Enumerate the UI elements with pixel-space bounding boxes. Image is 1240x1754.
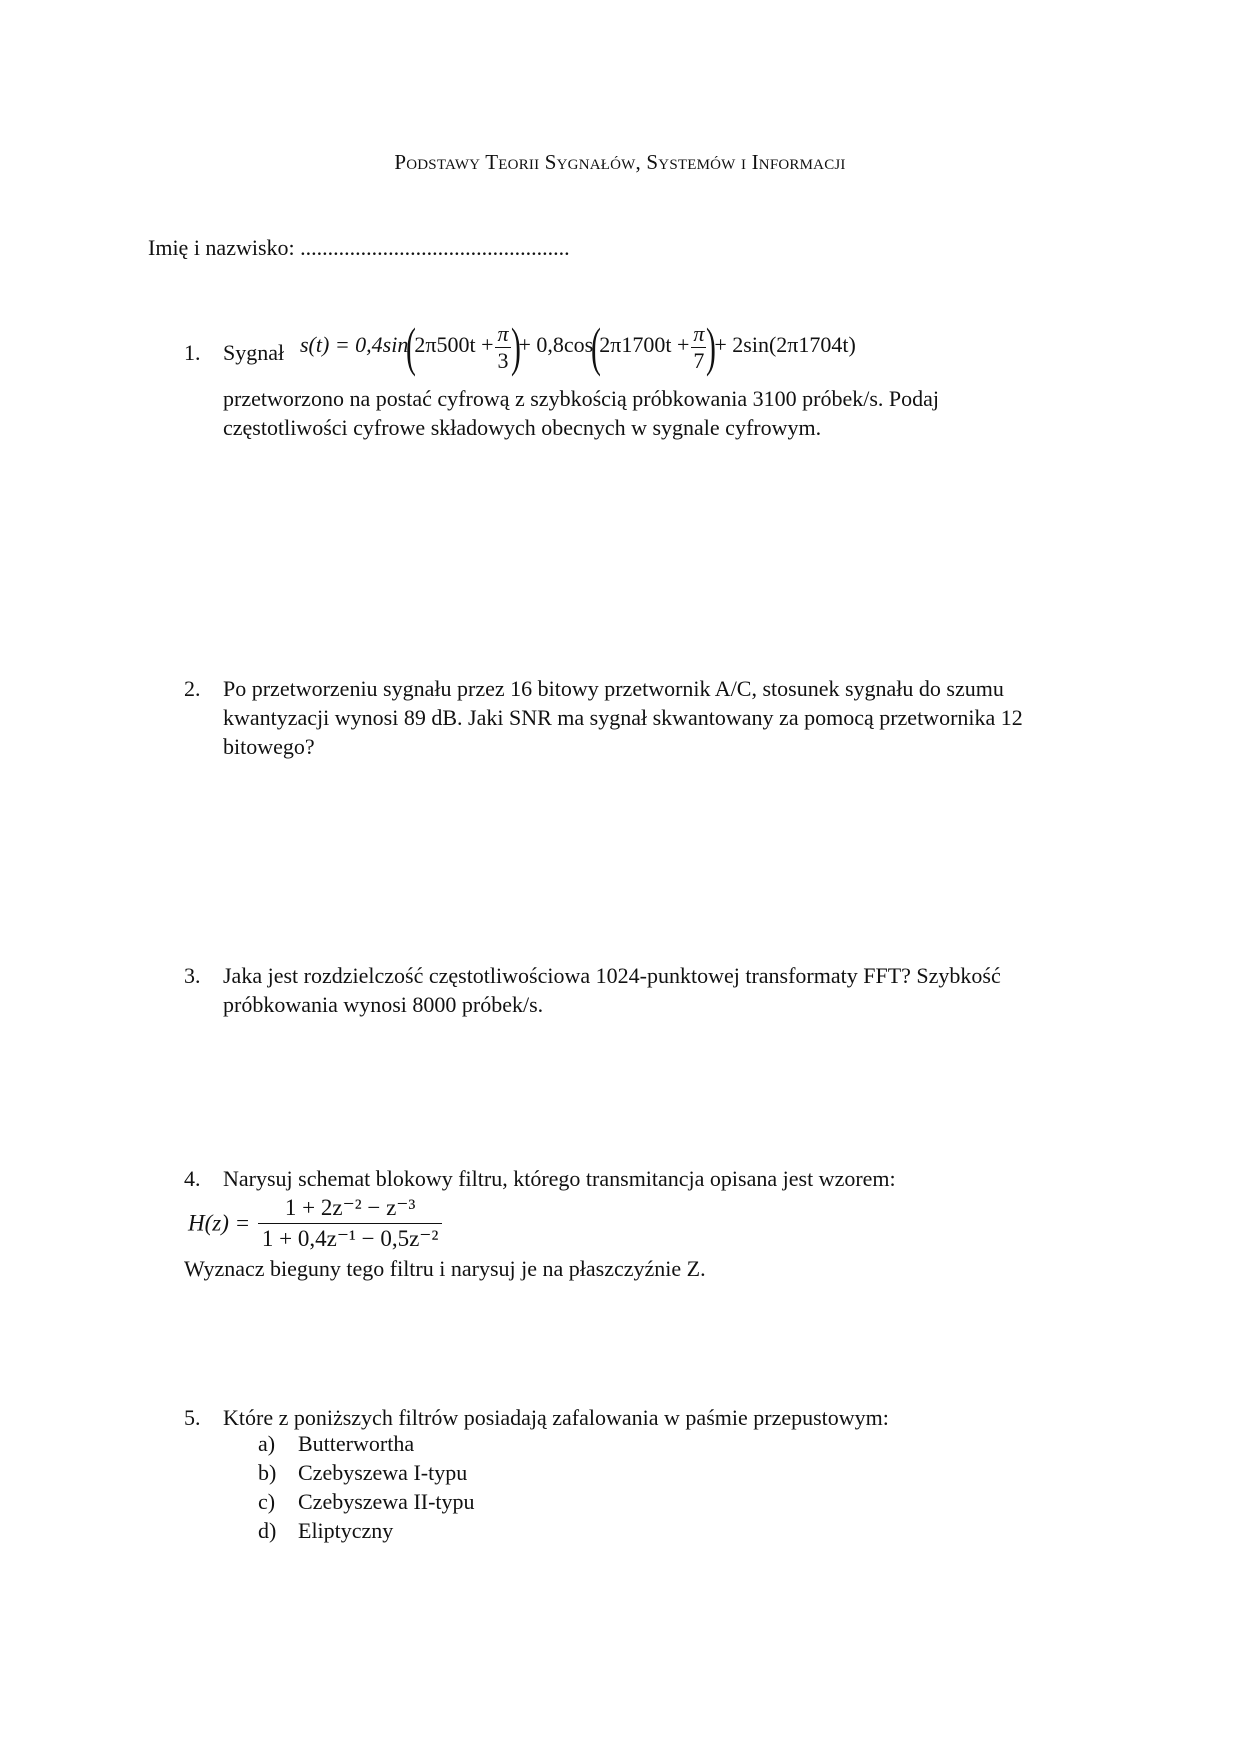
paren-close: ): [510, 317, 521, 377]
option-label: Czebyszewa II-typu: [298, 1489, 475, 1514]
fraction-pi-7: $\frac{\pi}{7}$: [693, 320, 705, 373]
paren-close: ): [706, 317, 717, 377]
fraction-pi-3: $\frac{\pi}{3}$: [497, 320, 509, 373]
option-letter: d): [258, 1518, 277, 1543]
question-number: 2.: [184, 676, 201, 701]
paren-open: (: [591, 317, 602, 377]
formula-arg1: 2π500t +: [414, 332, 494, 358]
question-number: 3.: [184, 963, 201, 988]
formula-denominator: 1 + 0,4z⁻¹ − 0,5z⁻²: [261, 1226, 439, 1251]
name-dots: .................................................: [300, 235, 570, 260]
question-text: Które z poniższych filtrów posiadają zafalowania w paśmie przepustowym:: [223, 1405, 889, 1430]
formula-mid: + 0,8cos: [518, 332, 594, 358]
option-letter: c): [258, 1489, 276, 1514]
formula-lhs: s(t) = 0,4sin: [300, 332, 409, 358]
option-letter: a): [258, 1431, 276, 1456]
formula-lhs: H(z) =: [188, 1210, 251, 1236]
question-number: 5.: [184, 1405, 201, 1430]
name-field: [148, 235, 570, 261]
signal-formula: [300, 317, 856, 377]
question-number: 4.: [184, 1166, 201, 1191]
question-number: 1.: [184, 340, 201, 365]
formula-arg2: 2π1700t +: [599, 332, 690, 358]
question-text: przetworzono na postać cyfrową z szybkością próbkowania 3100 próbek/s. Podaj częstotliwości cyfrowe składowych obecnych w sygnale cyfrowym.: [223, 386, 940, 440]
transfer-function-formula: [188, 1193, 444, 1254]
question-text: Jaka jest rozdzielczość częstotliwościowa 1024-punktowej transformaty FFT? Szybkość próbkowania wynosi 8000 próbek/s.: [223, 963, 1001, 1017]
name-label: Imię i nazwisko:: [148, 235, 295, 260]
question-text: Narysuj schemat blokowy filtru, którego transmitancja opisana jest wzorem:: [223, 1166, 896, 1191]
transfer-function-fraction: [258, 1193, 442, 1254]
option-letter: b): [258, 1460, 277, 1485]
option-label: Butterwortha: [298, 1431, 415, 1456]
page-title: Podstawy Teorii Sygnałów, Systemów i Informacji: [394, 150, 846, 174]
formula-numerator: 1 + 2z⁻² − z⁻³: [258, 1193, 442, 1224]
question-intro: Sygnał: [223, 340, 285, 365]
option-label: Eliptyczny: [298, 1518, 394, 1543]
paren-open: (: [406, 317, 417, 377]
option-label: Czebyszewa I-typu: [298, 1460, 468, 1485]
formula-tail: + 2sin(2π1704t): [714, 332, 856, 358]
question-4-followup: Wyznacz bieguny tego filtru i narysuj je na płaszczyźnie Z.: [184, 1256, 706, 1281]
question-text: Po przetworzeniu sygnału przez 16 bitowy przetwornik A/C, stosunek sygnału do szumu kwantyzacji wynosi 89 dB. Jaki SNR ma sygnał skwantowany za pomocą przetwornika 12 bitowego?: [223, 676, 1023, 759]
